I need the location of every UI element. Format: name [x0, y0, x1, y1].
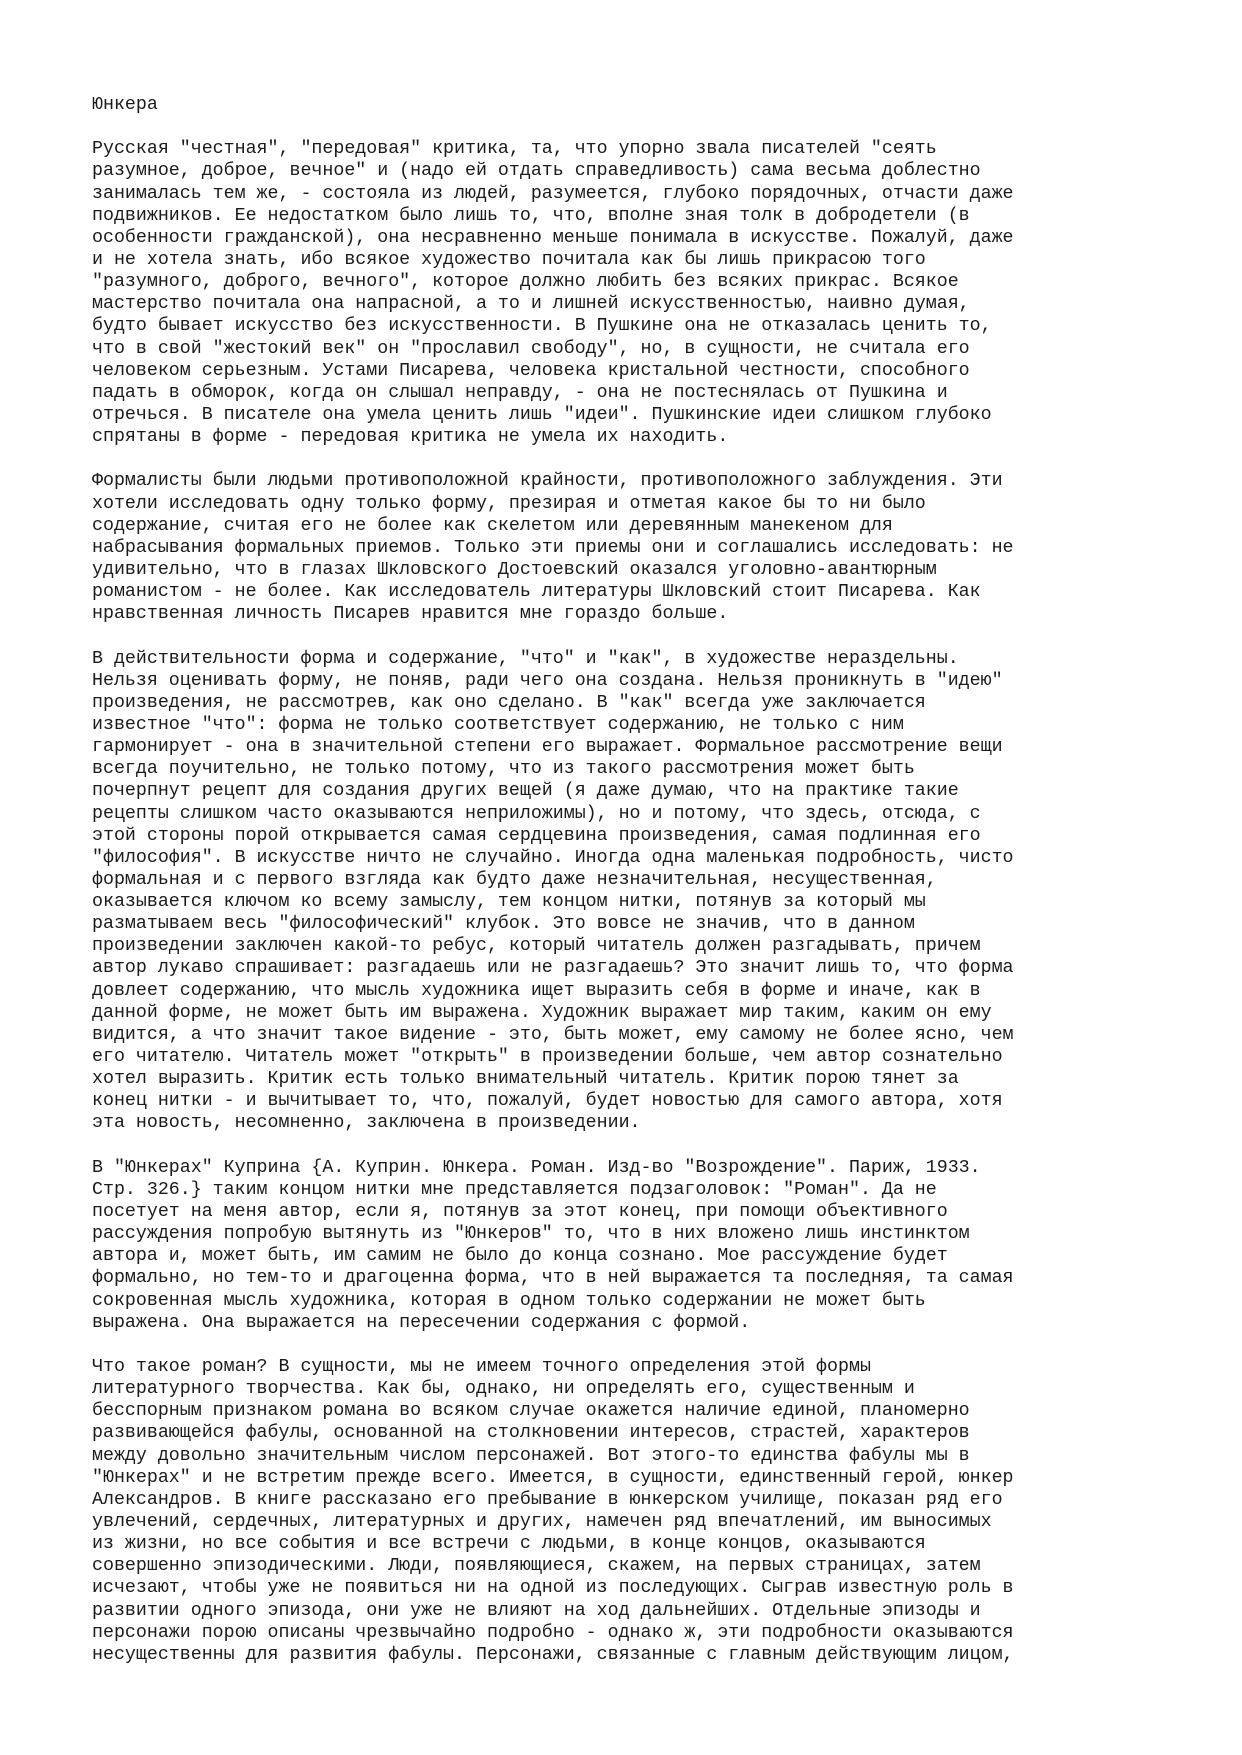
paragraph-line: конец нитки - и вычитывает то, что, пожалуй, будет новостью для самого автора, хотя: [92, 1091, 1003, 1112]
paragraph-line: мастерство почитала она напрасной, а то и лишней искусственностью, наивно думая,: [92, 294, 970, 315]
paragraph-line: сокровенная мысль художника, которая в одном только содержании не может быть: [92, 1290, 926, 1311]
paragraph-line: известное "что": форма не только соответствует содержанию, не только с ним: [92, 714, 904, 735]
paragraph-line: что в свой "жестокий век" он "прославил свободу", но, в сущности, не считала его: [92, 338, 970, 359]
paragraph-line: посетует на меня автор, если я, потянув за этот конец, при помощи объективного: [92, 1202, 948, 1223]
document-title: Юнкера: [92, 95, 158, 115]
paragraph-line: Нельзя оценивать форму, не поняв, ради чего она создана. Нельзя проникнуть в "идею": [92, 670, 1003, 691]
paragraph-line: "философия". В искусстве ничто не случайно. Иногда одна маленькая подробность, чисто: [92, 847, 1014, 868]
paragraph-line: хотел выразить. Критик есть только внимательный читатель. Критик порою тянет за: [92, 1069, 959, 1090]
paragraph-line: развитии одного эпизода, они уже не влияют на ход дальнейших. Отдельные эпизоды и: [92, 1600, 981, 1621]
paragraph-line: Формалисты были людьми противоположной крайности, противоположного заблуждения. Эти: [92, 471, 1003, 492]
paragraph-line: набрасывания формальных приемов. Только эти приемы они и соглашались исследовать: не: [92, 537, 1014, 558]
paragraph-line: литературного творчества. Как бы, однако, ни определять его, существенным и: [92, 1379, 915, 1400]
paragraph-line: увлечений, сердечных, литературных и других, намечен ряд впечатлений, им выносимых: [92, 1512, 992, 1532]
paragraph-line: оказывается ключом ко всему замыслу, тем концом нитки, потянув за который мы: [92, 892, 926, 913]
paragraph: [92, 648, 1172, 1135]
paragraph-gap: [92, 448, 1172, 470]
paragraph-line: всегда поучительно, не только потому, что из такого рассмотрения может быть: [92, 759, 915, 780]
paragraph-line: нравственная личность Писарев нравится мне гораздо больше.: [92, 604, 729, 625]
paragraph-line: Что такое роман? В сущности, мы не имеем точного определения этой формы: [92, 1357, 871, 1378]
paragraph-line: формальная и с первого взгляда как будто даже незначительная, несущественная,: [92, 869, 937, 890]
paragraph-line: видится, а что значит такое видение - это, быть может, ему самому не более ясно, чем: [92, 1024, 1014, 1045]
paragraph-line: содержание, считая его не более как скелетом или деревянным манекеном для: [92, 515, 893, 536]
paragraph-line: исчезают, чтобы уже не появиться ни на одной из последующих. Сыграв известную роль в: [92, 1578, 1014, 1599]
paragraph-line: занималась тем же, - состояла из людей, разумеется, глубоко порядочных, отчасти даже: [92, 183, 1014, 204]
paragraph-line: выражена. Она выражается на пересечении содержания с формой.: [92, 1312, 751, 1333]
paragraph-line: этой стороны порой открывается самая сердцевина произведения, самая подлинная его: [92, 825, 981, 846]
paragraph-line: формально, но тем-то и драгоценна форма, что в ней выражается та последняя, та самая: [92, 1268, 1014, 1289]
paragraph-line: персонажи порою описаны чрезвычайно подробно - однако ж, эти подробности оказываются: [92, 1622, 1014, 1643]
document-body: [92, 94, 1172, 1666]
paragraph-line: гармонирует - она в значительной степени его выражает. Формальное рассмотрение вещи: [92, 737, 1003, 758]
paragraph: [92, 138, 1172, 448]
paragraph-line: рассуждения попробую вытянуть из "Юнкеров" то, что в них вложено лишь инстинктом: [92, 1224, 970, 1245]
paragraph-line: данной форме, не может быть им выражена. Художник выражает мир таким, каким он ему: [92, 1002, 992, 1023]
paragraph-line: падать в обморок, когда он слышал неправду, - она не постеснялась от Пушкина и: [92, 382, 948, 403]
paragraph-line: разумное, доброе, вечное" и (надо ей отдать справедливость) сама весьма доблестно: [92, 161, 981, 182]
paragraph-line: хотели исследовать одну только форму, презирая и отметая какое бы то ни было: [92, 493, 926, 514]
paragraph-line: удивительно, что в глазах Шкловского Достоевский оказался уголовно-авантюрным: [92, 559, 937, 580]
paragraph-line: из жизни, но все события и все встречи с людьми, в конце концов, оказываются: [92, 1534, 926, 1555]
paragraph-line: почерпнут рецепт для создания других вещей (я даже думаю, что на практике такие: [92, 781, 959, 802]
paragraph-line: бесспорным признаком романа во всяком случае окажется наличие единой, планомерно: [92, 1401, 970, 1422]
paragraph-line: В "Юнкерах" Куприна {А. Куприн. Юнкера. Роман. Изд-во "Возрождение". Париж, 1933.: [92, 1157, 981, 1178]
paragraph-gap: [92, 625, 1172, 647]
paragraph-line: произведении заключен какой-то ребус, который читатель должен разгадывать, причем: [92, 936, 981, 957]
paragraph-line: произведения, не рассмотрев, как оно сделано. В "как" всегда уже заключается: [92, 692, 926, 713]
paragraph-line: Александров. В книге рассказано его пребывание в юнкерском училище, показан ряд его: [92, 1489, 1003, 1510]
paragraph-line: "разумного, доброго, вечного", которое должно любить без всяких прикрас. Всякое: [92, 272, 959, 293]
paragraph-line: довлеет содержанию, что мысль художника ищет выразить себя в форме и иначе, как в: [92, 980, 981, 1001]
paragraph-line: спрятаны в форме - передовая критика не умела их находить.: [92, 427, 729, 448]
paragraph-line: развивающейся фабулы, основанной на столкновении интересов, страстей, характеров: [92, 1423, 970, 1444]
paragraph-line: Русская "честная", "передовая" критика, та, что упорно звала писателей "сеять: [92, 139, 937, 160]
paragraph-gap: [92, 116, 1172, 138]
paragraph: [92, 1356, 1172, 1666]
paragraph-line: автора и, может быть, им самим не было до конца сознано. Мое рассуждение будет: [92, 1246, 948, 1267]
paragraph: [92, 1157, 1172, 1334]
paragraph-line: рецепты слишком часто оказываются неприложимы), но и потому, что здесь, отсюда, с: [92, 803, 981, 824]
paragraph-line: и не хотела знать, ибо всякое художество почитала как бы лишь прикрасою того: [92, 249, 926, 270]
paragraph: [92, 470, 1172, 625]
paragraph-line: несущественны для развития фабулы. Персонажи, связанные с главным действующим лицом,: [92, 1644, 1014, 1665]
paragraph-gap: [92, 1135, 1172, 1157]
paragraph-line: Стр. 326.} таким концом нитки мне представляется подзаголовок: "Роман". Да не: [92, 1179, 937, 1200]
paragraph-line: "Юнкерах" и не встретим прежде всего. Имеется, в сущности, единственный герой, юнкер: [92, 1467, 1014, 1488]
paragraph-line: эта новость, несомненно, заключена в произведении.: [92, 1113, 641, 1134]
paragraph-line: романистом - не более. Как исследователь литературы Шкловский стоит Писарева. Как: [92, 582, 981, 603]
paragraph-line: отречься. В писателе она умела ценить лишь "идеи". Пушкинские идеи слишком глубоко: [92, 404, 992, 425]
paragraph-line: между довольно значительным числом персонажей. Вот этого-то единства фабулы мы в: [92, 1445, 970, 1466]
paragraph-line: В действительности форма и содержание, "что" и "как", в художестве нераздельны.: [92, 648, 959, 669]
paragraph-line: совершенно эпизодическими. Люди, появляющиеся, скажем, на первых страницах, затем: [92, 1556, 981, 1577]
paragraph-line: будто бывает искусство без искусственности. В Пушкине она не отказалась ценить то,: [92, 316, 992, 337]
paragraph-line: его читателю. Читатель может "открыть" в произведении больше, чем автор сознательно: [92, 1047, 1003, 1068]
paragraph-line: разматываем весь "философический" клубок. Это вовсе не значив, что в данном: [92, 914, 915, 935]
paragraph-line: особенности гражданской), она несравненно меньше понимала в искусстве. Пожалуй, даже: [92, 227, 1014, 248]
paragraph-line: человеком серьезным. Устами Писарева, человека кристальной честности, способного: [92, 360, 970, 381]
paragraph-line: подвижников. Ее недостатком было лишь то, что, вполне зная толк в добродетели (в: [92, 205, 970, 226]
paragraph-line: автор лукаво спрашивает: разгадаешь или не разгадаешь? Это значит лишь то, что форма: [92, 958, 1014, 979]
paragraph-gap: [92, 1334, 1172, 1356]
